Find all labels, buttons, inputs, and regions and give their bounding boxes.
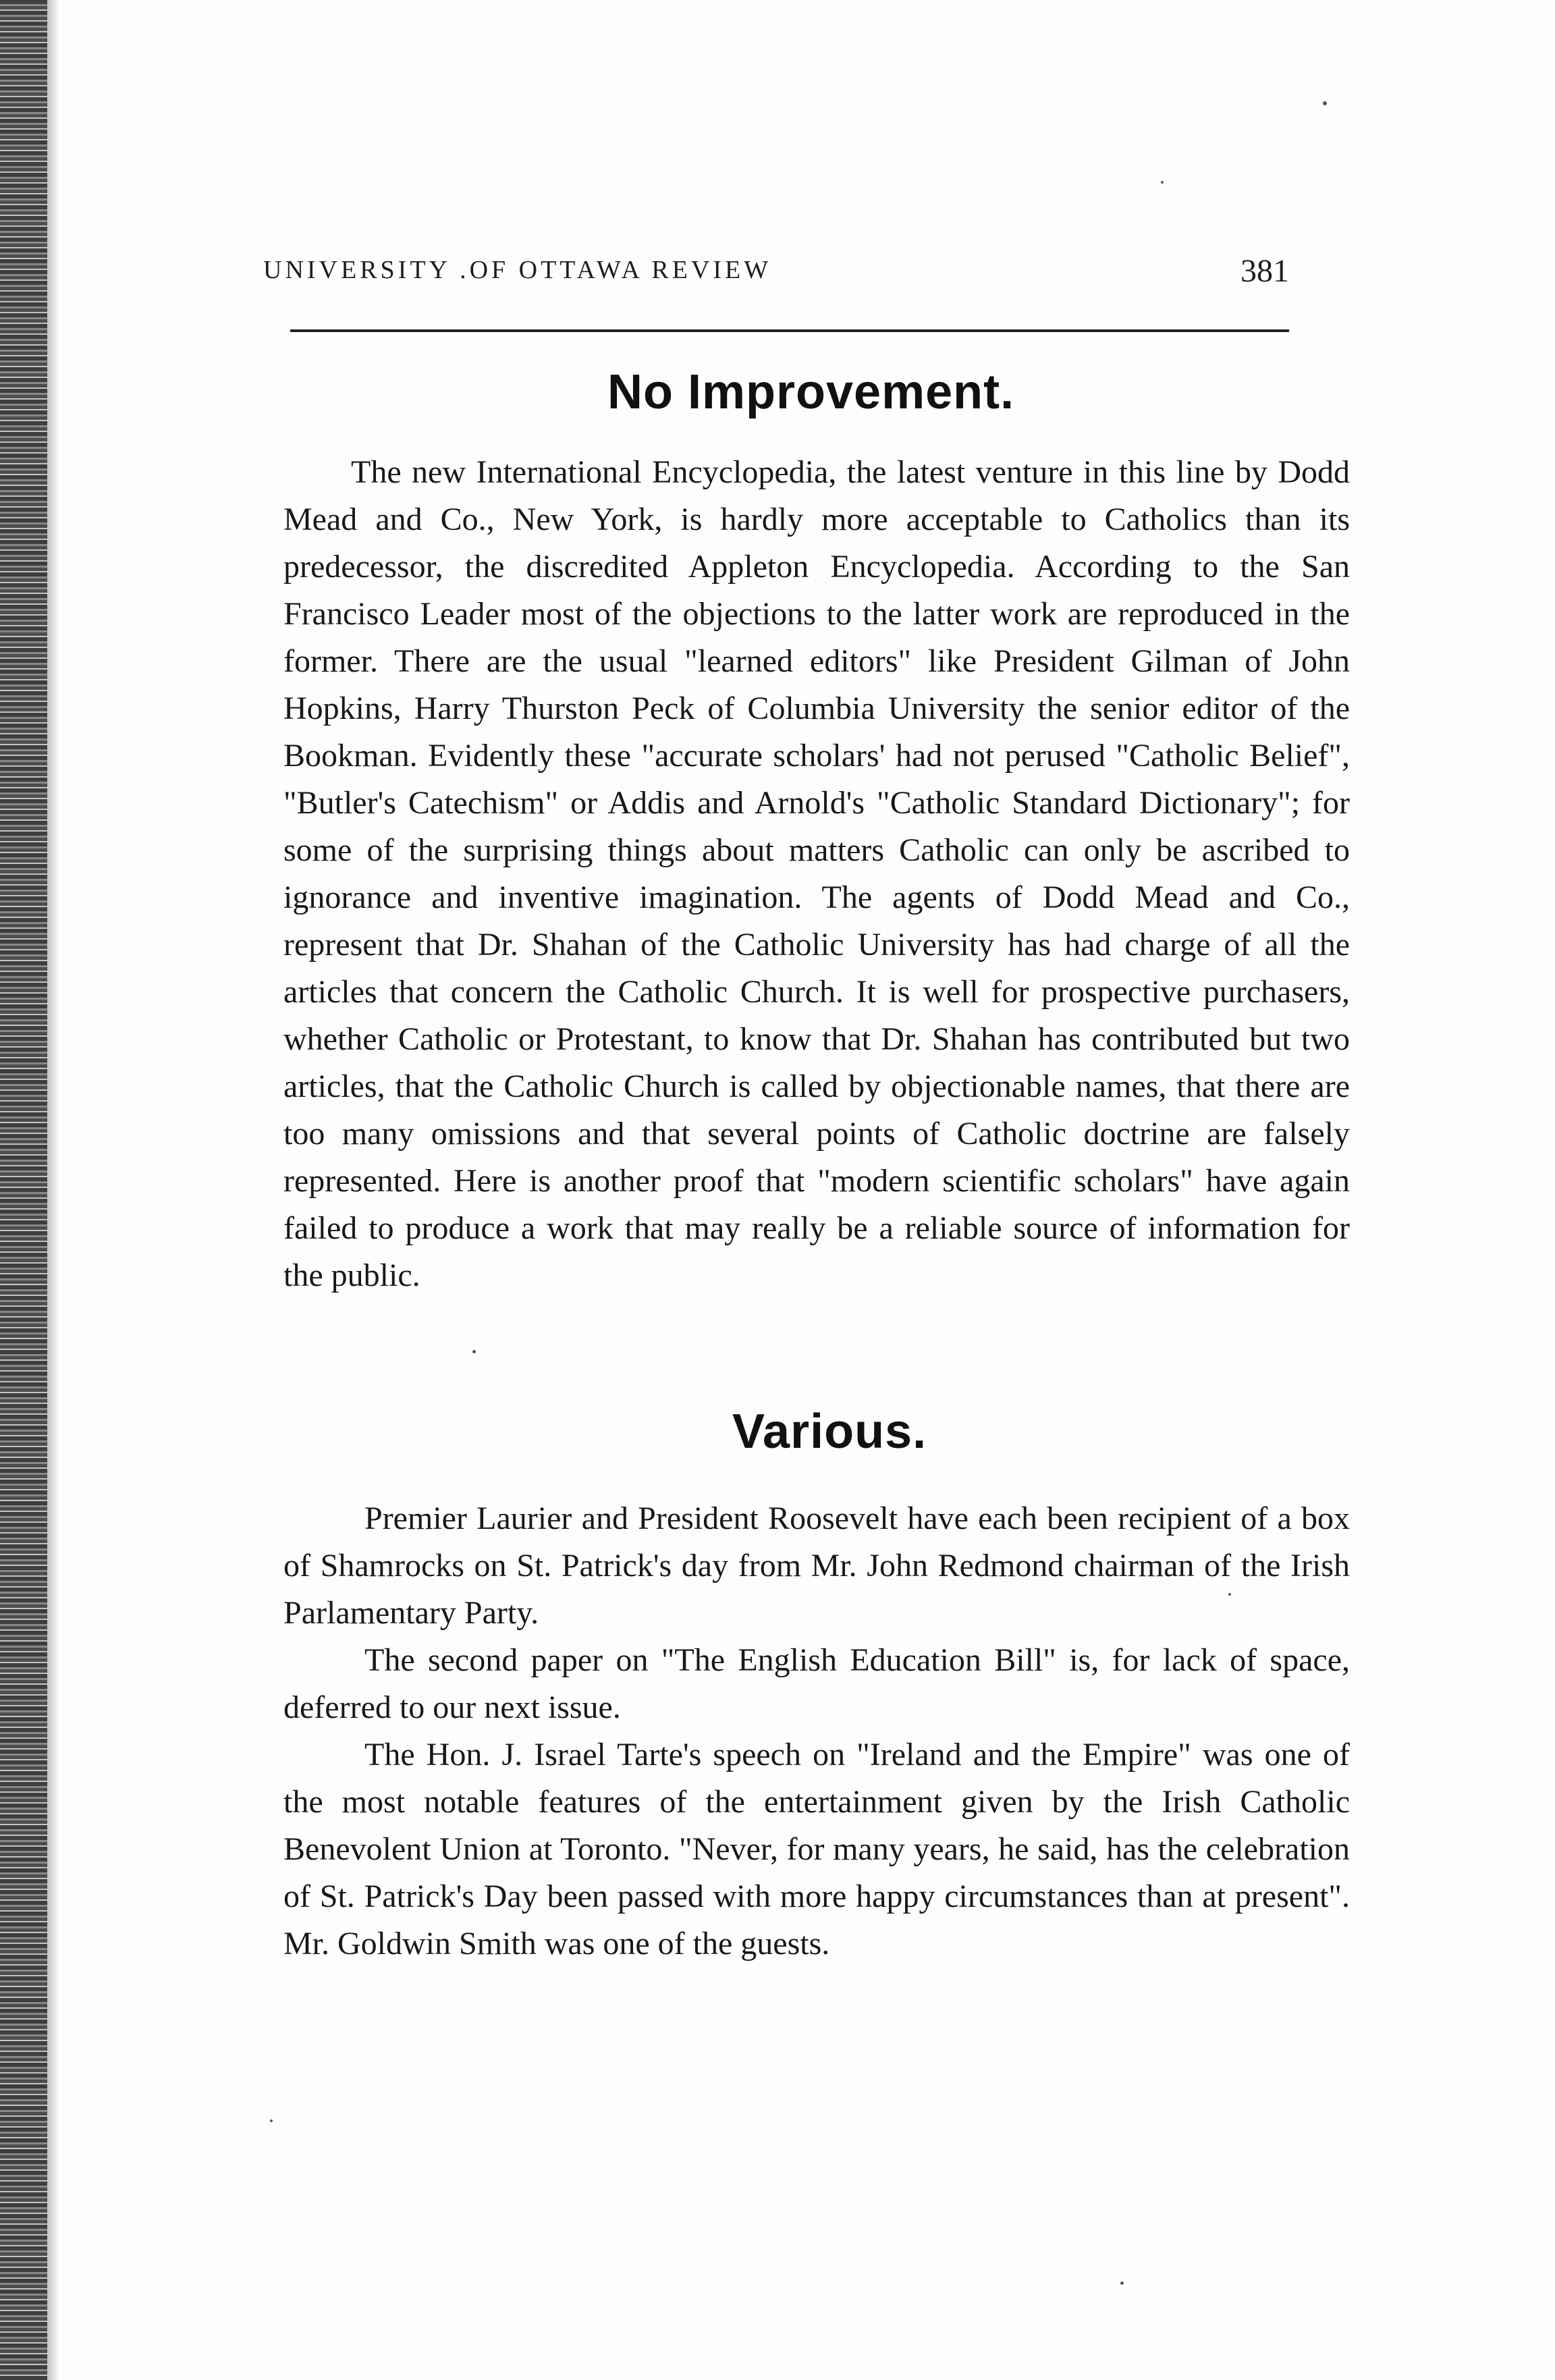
paragraph-tarte-speech: The Hon. J. Israel Tarte's speech on "Ireland and the Empire" was one of the most notable features of the entertainment given by the Irish Catholic Benevolent Union at Toronto. "Never, for many years, he said, has the celebration of St. Patrick's Day been passed with more happy circumstances than at present". Mr. Goldwin Smith was one of the guests.: [283, 1737, 1350, 1962]
header-rule: [290, 329, 1289, 332]
scan-speck: [1228, 1593, 1231, 1596]
paragraph-education-bill: The second paper on "The English Education Bill" is, for lack of space, deferred to our next issue.: [283, 1642, 1350, 1725]
section-title-various: Various.: [732, 1405, 927, 1459]
page-header: [263, 255, 1289, 302]
scan-speck: [270, 2119, 273, 2122]
section-title-no-improvement: No Improvement.: [607, 365, 1015, 419]
binding-edge: [0, 0, 47, 2380]
scan-speck: [1120, 2281, 1124, 2285]
scan-speck: [1323, 101, 1327, 105]
page-number: 381: [1240, 253, 1289, 289]
paragraph-no-improvement: The new International Encyclopedia, the latest venture in this line by Dodd Mead and Co., New York, is hardly more acceptable to Catholics than its predecessor, the discredited Appleton Encyclopedia. According to the San Francisco Leader most of the objections to the latter work are reproduced in the former. There are the usual "learned editors" like President Gilman of John Hopkins, Harry Thurston Peck of Columbia University the senior editor of the Bookman. Evidently these "accurate scholars' had not perused "Catholic Belief", "Butler's Catechism" or Addis and Arnold's "Catholic Standard Dictionary"; for some of the surprising things about matters Catholic can only be ascribed to ignorance and inventive imagination. The agents of Dodd Mead and Co., represent that Dr. Shahan of the Catholic University has had charge of all the articles that concern the Catholic Church. It is well for prospective purchasers, whether Catholic or Protestant, to know that Dr. Shahan has contributed but two articles, that the Catholic Church is called by objectionable names, that there are too many omissions and that several points of Catholic doctrine are falsely represented. Here is another proof that "modern scientific scholars" have again failed to produce a work that may really be a reliable source of information for the public.: [283, 454, 1350, 1293]
paragraph-shamrocks: Premier Laurier and President Roosevelt have each been recipient of a box of Shamrocks on St. Patrick's day from Mr. John Redmond chairman of the Irish Parlamentary Party.: [283, 1500, 1350, 1631]
scan-speck: [1161, 181, 1164, 184]
scan-speck: [472, 1350, 476, 1353]
running-title: UNIVERSITY .OF OTTAWA REVIEW: [263, 256, 772, 284]
